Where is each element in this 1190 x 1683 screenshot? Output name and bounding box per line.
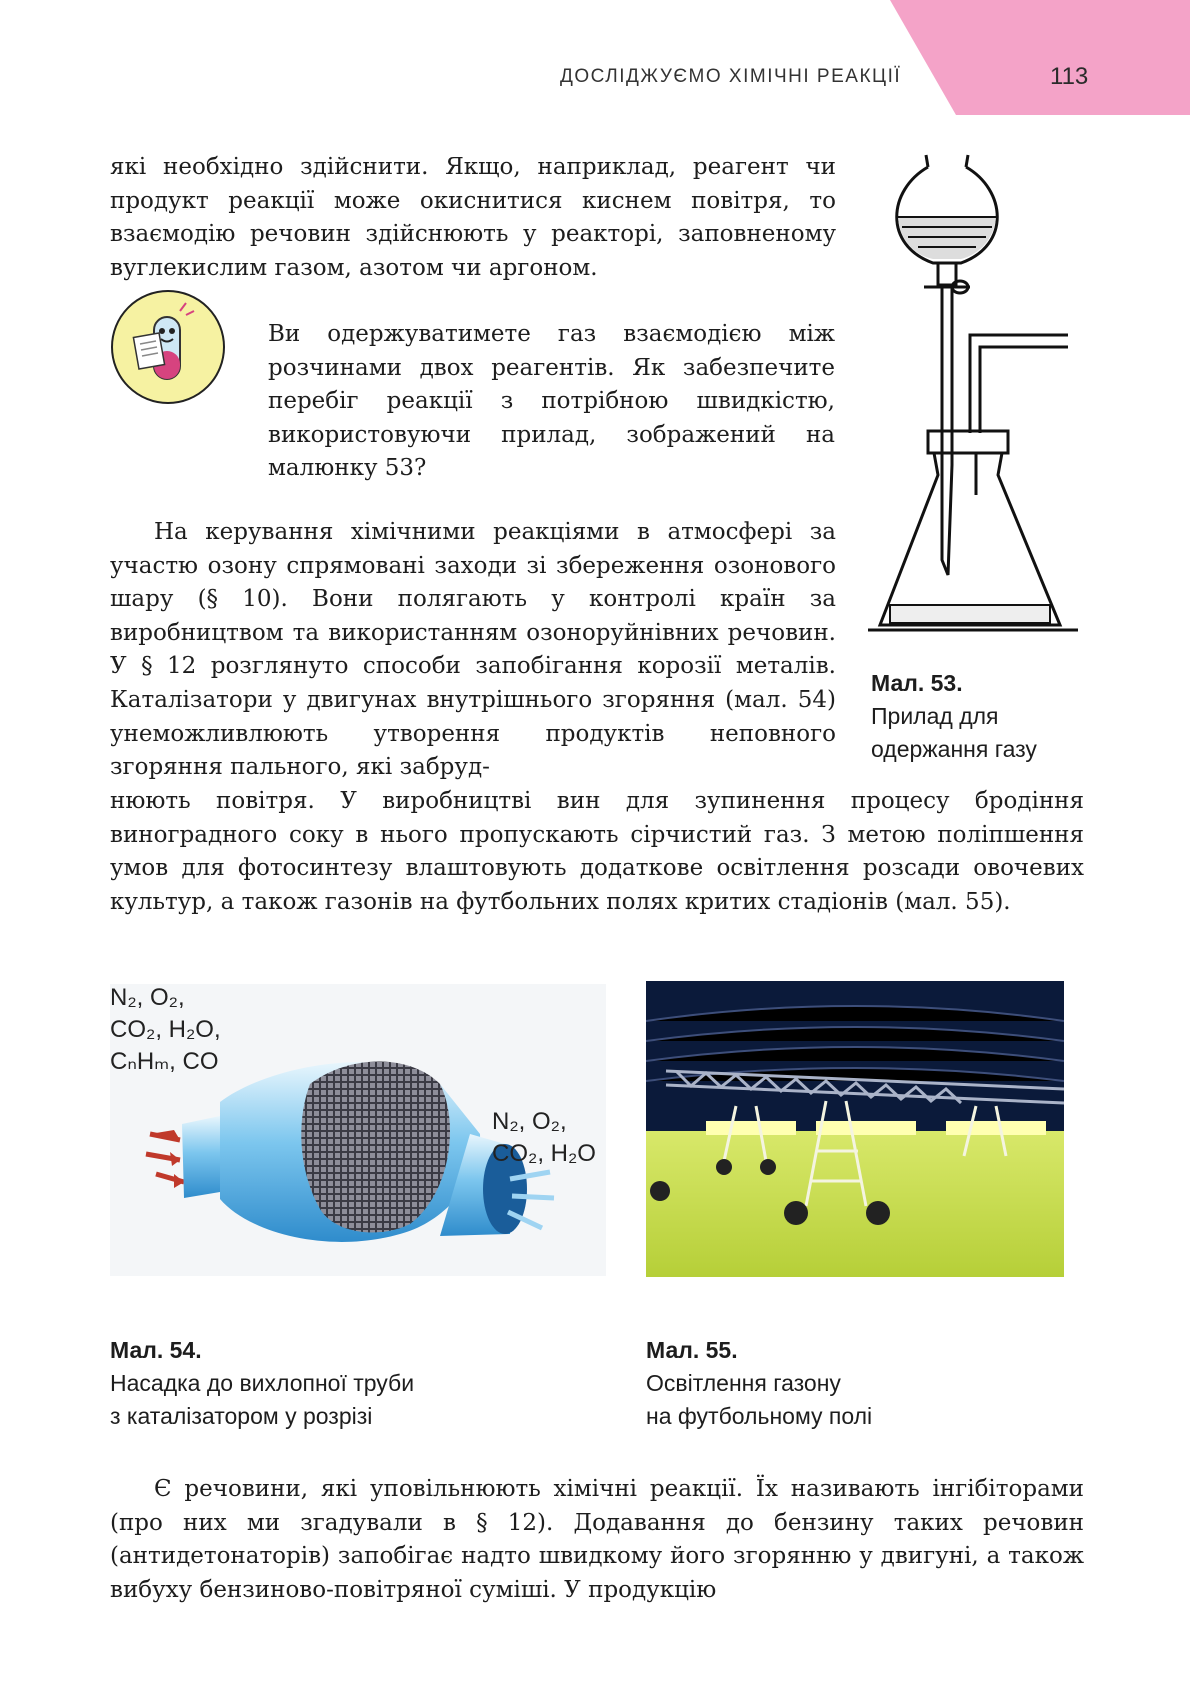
stadium-grow-lights-photo [646,981,1064,1277]
figure-55-caption-line2: на футбольному полі [646,1403,873,1429]
input-gas-line: N₂, O₂, [110,984,185,1011]
input-gas-line: CO₂, H₂O, [110,1016,221,1043]
output-gases-label [492,1106,596,1170]
paragraph-control-part2: нюють повітря. У виробництві вин для зупинення процесу бродіння виноградного соку в нього пропускають сірчистий газ. З метою поліпшення умов для фотосинтезу влаштовують додаткове освітлення розсади овочевих культур, а також газонів на футбольних полях критих стадіонів (мал. 55). [110,788,1084,915]
question-paragraph: Ви одержуватимете газ взаємодією між розчинами двох реагентів. Як забезпечите перебіг реакції з потрібною швидкістю, використовуючи прилад, зображений на малюнку 53? [268,321,835,482]
figure-54-caption [110,1334,530,1433]
paragraph-control-part1: На керування хімічними реакціями в атмосфері за участю озону спрямовані заходи зі збереження озонового шару (§ 10). Вони полягають у контролі країн за виробництвом та використанням озоноруйнівних речовин. У § 12 розглянуто способи запобігання корозії металів. Каталізатори у двигунах внутрішнього згоряння (мал. 54) унеможливлюють утворення продуктів неповного згоряння пального, які забруд- [110,519,836,781]
gas-apparatus-figure [868,135,1086,645]
input-gases-label [110,982,221,1078]
running-title: ДОСЛІДЖУЄМО ХІМІЧНІ РЕАКЦІЇ [560,66,902,87]
figure-53-number: Мал. 53. [871,670,963,696]
figure-55-caption [646,1334,1066,1433]
figure-54-caption-line2: з каталізатором у розрізі [110,1403,373,1429]
output-gas-line: N₂, O₂, [492,1108,567,1135]
mascot-test-tube-icon [110,289,226,405]
figure-55-caption-line1: Освітлення газону [646,1370,841,1396]
paragraph-inhibitors: Є речовини, які уповільнюють хімічні реакції. Їх називають інгібіторами (про них ми згадували в § 12). Додавання до бензину таких речовин (антидетонаторів) запобігає надто швидкому його згорянню у двигуні, а також вибуху бензиново-повітряної суміші. У продукцію [110,1476,1084,1603]
figure-53-caption-line2: одержання газу [871,736,1037,762]
page-number: 113 [1050,63,1089,90]
output-gas-line: CO₂, H₂O [492,1140,596,1167]
figure-55-number: Мал. 55. [646,1337,738,1363]
figure-54-number: Мал. 54. [110,1337,202,1363]
figure-54-caption-line1: Насадка до вихлопної труби [110,1370,415,1396]
input-gas-line: CₙHₘ, CO [110,1048,219,1075]
paragraph-intro: які необхідно здійснити. Якщо, наприклад, реагент чи продукт реакції може окиснитися киснем повітря, то взаємодію речовин здійснюють у реакторі, заповненому вуглекислим газом, азотом чи аргоном. [110,154,836,281]
figure-53-caption-line1: Прилад для [871,703,999,729]
header-pink-corner [0,0,1190,120]
figure-53-caption [871,667,1091,766]
